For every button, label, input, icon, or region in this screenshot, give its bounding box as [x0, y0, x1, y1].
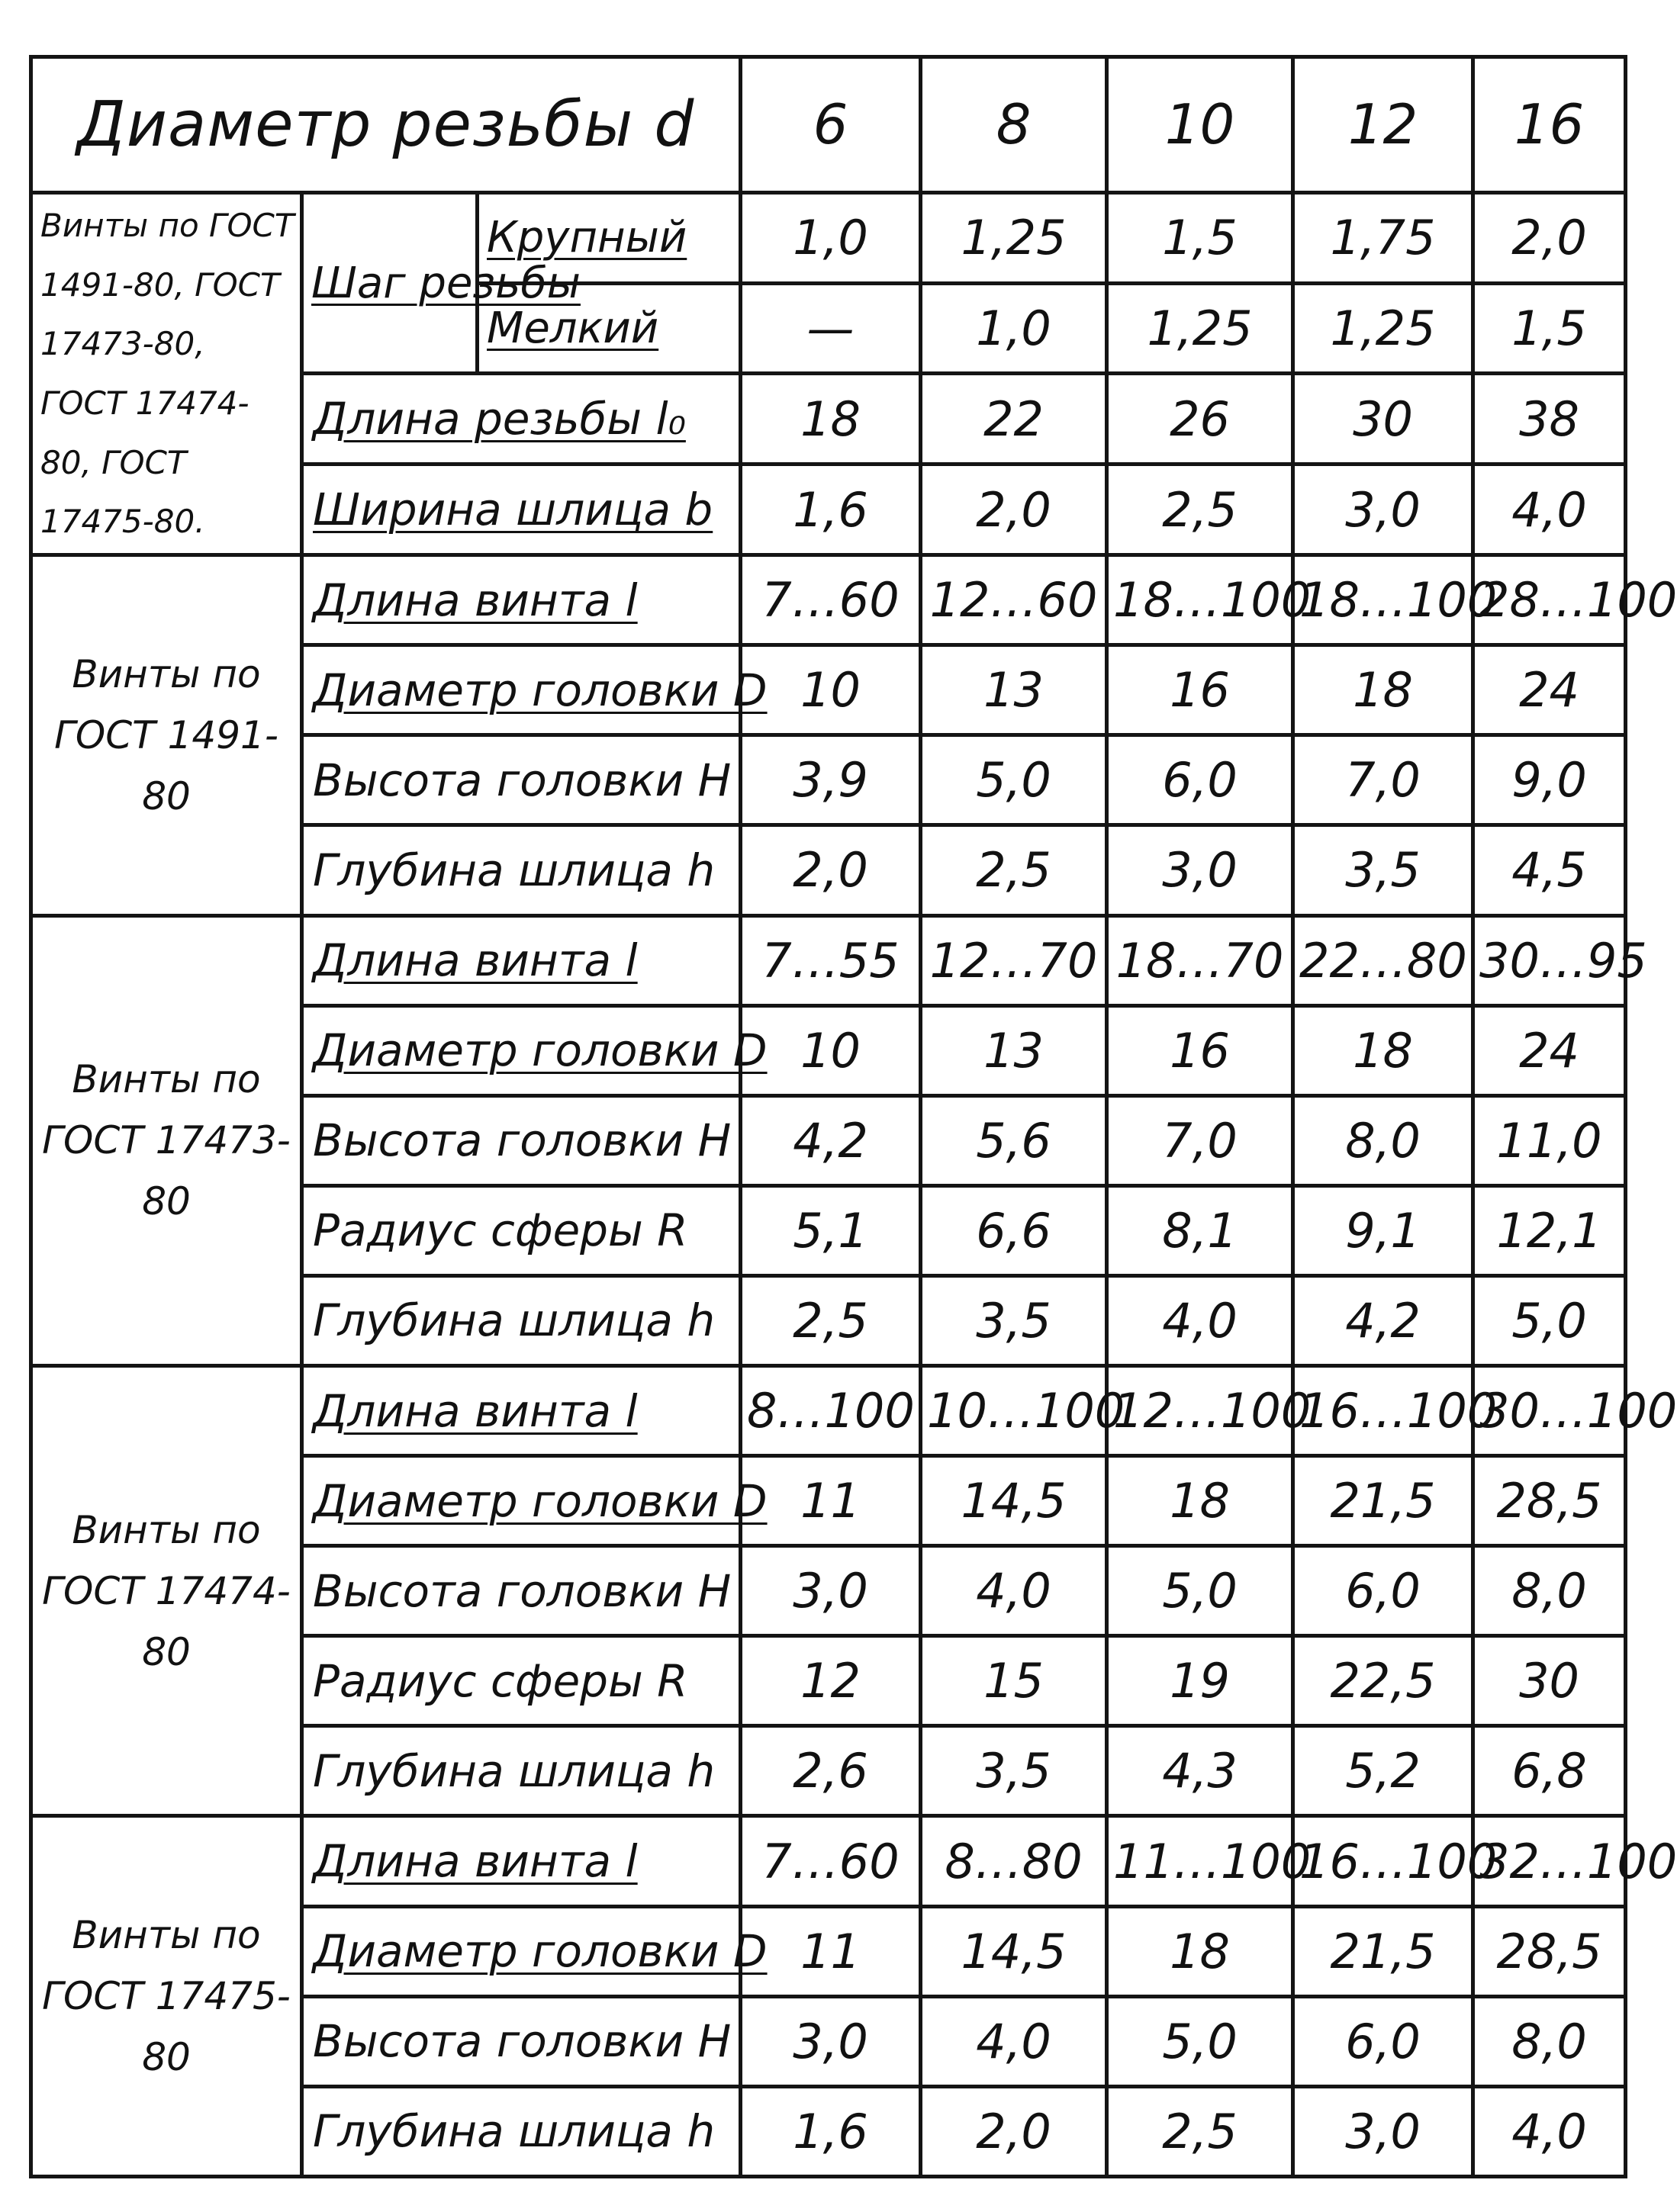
- screw-length-label: Длина винта l: [302, 915, 741, 1005]
- value-cell: 3,9: [741, 735, 921, 825]
- value-cell: 18…100: [1107, 555, 1293, 645]
- value-cell: 32…100: [1473, 1816, 1626, 1906]
- value-cell: 7…60: [741, 1816, 921, 1906]
- value-cell: 9,1: [1293, 1185, 1473, 1275]
- value-cell: 5,1: [741, 1185, 921, 1275]
- value-cell: 1,75: [1293, 192, 1473, 283]
- table-row: [31, 1365, 1626, 1455]
- value-cell: 1,6: [741, 2086, 921, 2176]
- head-diameter-label: Диаметр головки D: [302, 1906, 741, 1996]
- value-cell: 22,5: [1293, 1636, 1473, 1726]
- value-cell: 10…100: [921, 1365, 1107, 1455]
- gost17474-group-label: Винты по ГОСТ 17474-80: [31, 1365, 302, 1815]
- head-height-label: Высота головки H: [302, 735, 741, 825]
- value-cell: 2,6: [741, 1726, 921, 1816]
- value-cell: 13: [921, 1005, 1107, 1095]
- pitch-coarse-label: Крупный: [478, 192, 741, 283]
- value-cell: 16…100: [1293, 1816, 1473, 1906]
- thread-length-label: Длина резьбы l₀: [302, 374, 741, 465]
- value-cell: 30…95: [1473, 915, 1626, 1005]
- value-cell: 21,5: [1293, 1456, 1473, 1546]
- value-cell: 12…60: [921, 555, 1107, 645]
- value-cell: 2,5: [921, 825, 1107, 915]
- value-cell: 5,6: [921, 1095, 1107, 1185]
- value-cell: 12…100: [1107, 1365, 1293, 1455]
- value-cell: 18: [1293, 645, 1473, 735]
- head-diameter-label: Диаметр головки D: [302, 645, 741, 735]
- value-cell: 1,5: [1473, 283, 1626, 374]
- general-group-label: Винты по ГОСТ 1491-80, ГОСТ 17473-80, ГОСТ 17474-80, ГОСТ 17475-80.: [31, 192, 302, 555]
- value-cell: 22…80: [1293, 915, 1473, 1005]
- value-cell: 1,25: [1293, 283, 1473, 374]
- thread-pitch-label: Шаг резьбы: [302, 192, 478, 374]
- value-cell: 30: [1293, 374, 1473, 465]
- head-height-label: Высота головки H: [302, 1095, 741, 1185]
- value-cell: 2,0: [1473, 192, 1626, 283]
- value-cell: 11…100: [1107, 1816, 1293, 1906]
- value-cell: 3,0: [1107, 825, 1293, 915]
- value-cell: 11,0: [1473, 1095, 1626, 1185]
- screw-dimensions-sheet: [29, 55, 1677, 2178]
- value-cell: 6,0: [1293, 1546, 1473, 1636]
- slot-depth-label: Глубина шлица h: [302, 1726, 741, 1816]
- screw-dimensions-table: [29, 55, 1677, 2178]
- table-row: [31, 192, 1626, 283]
- value-cell: 4,2: [741, 1095, 921, 1185]
- value-cell: 5,0: [1107, 1546, 1293, 1636]
- value-cell: 8,1: [1107, 1185, 1293, 1275]
- diameter-header-cell: 12: [1293, 57, 1473, 193]
- slot-depth-label: Глубина шлица h: [302, 2086, 741, 2176]
- value-cell: 7…60: [741, 555, 921, 645]
- value-cell: 18…100: [1293, 555, 1473, 645]
- value-cell: 13: [921, 645, 1107, 735]
- value-cell: 14,5: [921, 1906, 1107, 1996]
- screw-length-label: Длина винта l: [302, 555, 741, 645]
- value-cell: 4,2: [1293, 1275, 1473, 1365]
- value-cell: 1,5: [1107, 192, 1293, 283]
- value-cell: 12,1: [1473, 1185, 1626, 1275]
- head-height-label: Высота головки H: [302, 1996, 741, 2086]
- sphere-radius-label: Радиус сферы R: [302, 1185, 741, 1275]
- slot-depth-label: Глубина шлица h: [302, 825, 741, 915]
- value-cell: 5,2: [1293, 1726, 1473, 1816]
- value-cell: 3,0: [741, 1996, 921, 2086]
- value-cell: 30…100: [1473, 1365, 1626, 1455]
- value-cell: 18: [1107, 1456, 1293, 1546]
- value-cell: 28,5: [1473, 1906, 1626, 1996]
- value-cell: 3,0: [1293, 465, 1473, 555]
- screw-length-label: Длина винта l: [302, 1365, 741, 1455]
- head-diameter-label: Диаметр головки D: [302, 1005, 741, 1095]
- value-cell: 10: [741, 645, 921, 735]
- value-cell: 2,5: [1107, 2086, 1293, 2176]
- value-cell: 2,5: [1107, 465, 1293, 555]
- value-cell: 1,6: [741, 465, 921, 555]
- value-cell: 5,0: [1107, 1996, 1293, 2086]
- value-cell: 8,0: [1473, 1546, 1626, 1636]
- table-row: [31, 1816, 1626, 1906]
- value-cell: 16: [1107, 645, 1293, 735]
- thread-diameter-title: Диаметр резьбы d: [31, 57, 741, 193]
- value-cell: 18…70: [1107, 915, 1293, 1005]
- value-cell: 4,0: [1107, 1275, 1293, 1365]
- value-cell: 26: [1107, 374, 1293, 465]
- value-cell: 18: [741, 374, 921, 465]
- value-cell: 3,0: [741, 1546, 921, 1636]
- value-cell: 12: [741, 1636, 921, 1726]
- value-cell: 15: [921, 1636, 1107, 1726]
- value-cell: 6,6: [921, 1185, 1107, 1275]
- value-cell: —: [741, 283, 921, 374]
- value-cell: 4,0: [1473, 2086, 1626, 2176]
- value-cell: 14,5: [921, 1456, 1107, 1546]
- value-cell: 8,0: [1473, 1996, 1626, 2086]
- gost17473-group-label: Винты по ГОСТ 17473-80: [31, 915, 302, 1365]
- value-cell: 3,0: [1293, 2086, 1473, 2176]
- table-row: [31, 555, 1626, 645]
- value-cell: 28,5: [1473, 1456, 1626, 1546]
- diameter-header-cell: 10: [1107, 57, 1293, 193]
- gost17475-group-label: Винты по ГОСТ 17475-80: [31, 1816, 302, 2177]
- value-cell: 2,0: [921, 2086, 1107, 2176]
- value-cell: 4,0: [1473, 465, 1626, 555]
- value-cell: 7…55: [741, 915, 921, 1005]
- value-cell: 4,0: [921, 1996, 1107, 2086]
- diameter-header-cell: 16: [1473, 57, 1626, 193]
- value-cell: 5,0: [1473, 1275, 1626, 1365]
- value-cell: 24: [1473, 1005, 1626, 1095]
- value-cell: 1,25: [1107, 283, 1293, 374]
- value-cell: 2,5: [741, 1275, 921, 1365]
- gost1491-group-label: Винты по ГОСТ 1491-80: [31, 555, 302, 915]
- value-cell: 28…100: [1473, 555, 1626, 645]
- value-cell: 4,3: [1107, 1726, 1293, 1816]
- value-cell: 7,0: [1293, 735, 1473, 825]
- value-cell: 30: [1473, 1636, 1626, 1726]
- screw-length-label: Длина винта l: [302, 1816, 741, 1906]
- value-cell: 3,5: [1293, 825, 1473, 915]
- value-cell: 11: [741, 1906, 921, 1996]
- value-cell: 6,0: [1107, 735, 1293, 825]
- value-cell: 10: [741, 1005, 921, 1095]
- value-cell: 16…100: [1293, 1365, 1473, 1455]
- value-cell: 1,0: [741, 192, 921, 283]
- value-cell: 18: [1107, 1906, 1293, 1996]
- value-cell: 38: [1473, 374, 1626, 465]
- slot-width-label: Ширина шлица b: [302, 465, 741, 555]
- value-cell: 6,0: [1293, 1996, 1473, 2086]
- value-cell: 19: [1107, 1636, 1293, 1726]
- header-row: [31, 57, 1626, 193]
- value-cell: 1,25: [921, 192, 1107, 283]
- value-cell: 5,0: [921, 735, 1107, 825]
- value-cell: 6,8: [1473, 1726, 1626, 1816]
- value-cell: 16: [1107, 1005, 1293, 1095]
- value-cell: 21,5: [1293, 1906, 1473, 1996]
- value-cell: 1,0: [921, 283, 1107, 374]
- diameter-header-cell: 8: [921, 57, 1107, 193]
- value-cell: 12…70: [921, 915, 1107, 1005]
- pitch-fine-label: Мелкий: [478, 283, 741, 374]
- value-cell: 18: [1293, 1005, 1473, 1095]
- value-cell: 3,5: [921, 1275, 1107, 1365]
- value-cell: 3,5: [921, 1726, 1107, 1816]
- value-cell: 7,0: [1107, 1095, 1293, 1185]
- value-cell: 8…80: [921, 1816, 1107, 1906]
- sphere-radius-label: Радиус сферы R: [302, 1636, 741, 1726]
- value-cell: 9,0: [1473, 735, 1626, 825]
- diameter-header-cell: 6: [741, 57, 921, 193]
- value-cell: 4,5: [1473, 825, 1626, 915]
- value-cell: 2,0: [921, 465, 1107, 555]
- value-cell: 4,0: [921, 1546, 1107, 1636]
- slot-depth-label: Глубина шлица h: [302, 1275, 741, 1365]
- value-cell: 11: [741, 1456, 921, 1546]
- value-cell: 24: [1473, 645, 1626, 735]
- value-cell: 2,0: [741, 825, 921, 915]
- head-height-label: Высота головки H: [302, 1546, 741, 1636]
- table-row: [31, 915, 1626, 1005]
- value-cell: 8…100: [741, 1365, 921, 1455]
- head-diameter-label: Диаметр головки D: [302, 1456, 741, 1546]
- value-cell: 22: [921, 374, 1107, 465]
- value-cell: 8,0: [1293, 1095, 1473, 1185]
